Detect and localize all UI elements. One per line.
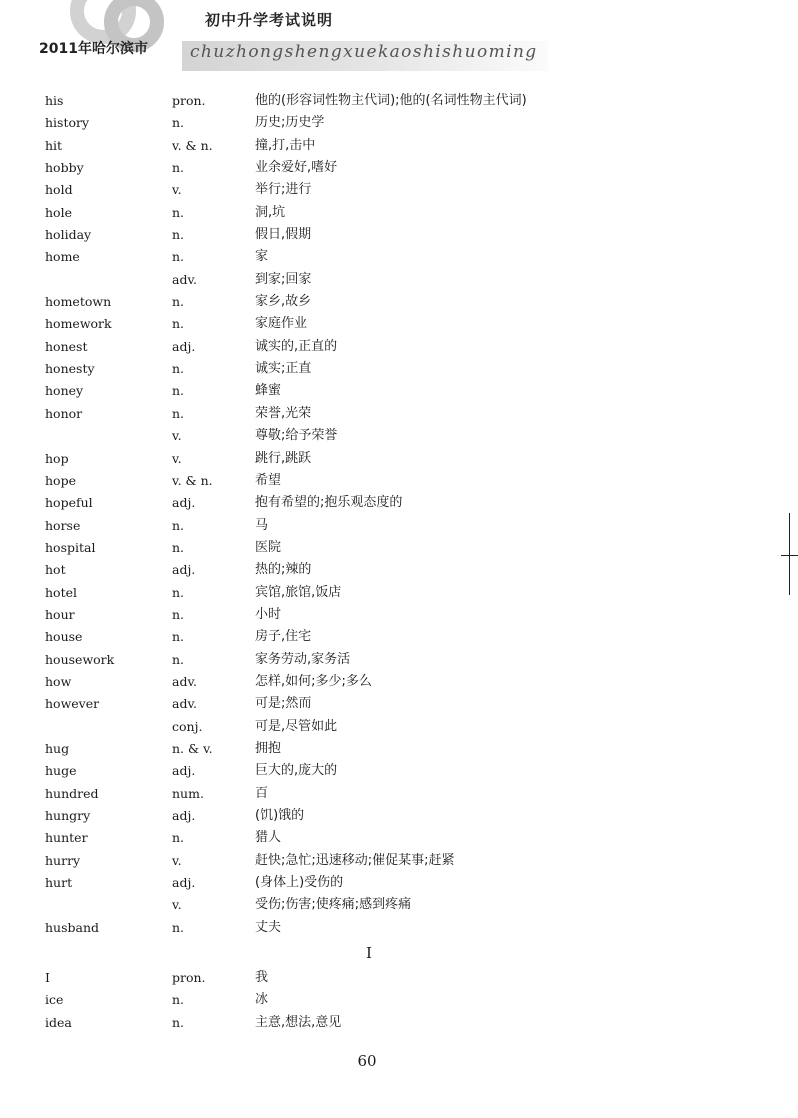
- definition: 赶快;急忙;迅速移动;催促某事;赶紧: [255, 852, 455, 868]
- definition: 希望: [255, 472, 282, 488]
- headword: hug: [45, 740, 70, 756]
- pinyin-subtitle: chuzhongshengxuekaoshishuoming: [190, 42, 538, 62]
- definition: 主意,想法,意见: [255, 1014, 342, 1030]
- part-of-speech: n.: [172, 606, 185, 622]
- vocab-entry: [0, 627, 798, 649]
- headword: hobby: [45, 160, 84, 176]
- definition: (身体上)受伤的: [255, 875, 344, 891]
- part-of-speech: pron.: [172, 970, 206, 985]
- definition: 丈夫: [255, 919, 282, 935]
- part-of-speech: v.: [172, 182, 182, 198]
- part-of-speech: adv.: [172, 696, 198, 712]
- part-of-speech: n.: [172, 629, 185, 645]
- margin-mark-horizontal: [781, 555, 798, 556]
- vocab-entry: [0, 91, 798, 113]
- vocab-entry: [0, 990, 798, 1012]
- part-of-speech: n.: [172, 919, 185, 935]
- vocab-entry: [0, 873, 798, 895]
- vocab-entry: [0, 516, 798, 538]
- headword: however: [45, 696, 100, 712]
- definition: 可是;然而: [255, 696, 312, 712]
- vocab-entry: [0, 605, 798, 627]
- part-of-speech: n.: [172, 316, 185, 332]
- part-of-speech: n.: [172, 160, 185, 176]
- part-of-speech: n. & v.: [172, 740, 213, 756]
- vocab-entry: [0, 583, 798, 605]
- definition: 马: [255, 517, 269, 533]
- vocab-entry: [0, 538, 798, 560]
- definition: 怎样,如何;多少;多么: [255, 673, 372, 689]
- headword: honey: [45, 383, 84, 399]
- headword: husband: [45, 919, 100, 935]
- part-of-speech: n.: [172, 294, 185, 310]
- page-header: [0, 0, 798, 80]
- vocab-entry: [0, 851, 798, 873]
- definition: 拥抱: [255, 740, 282, 756]
- vocab-entry: [0, 672, 798, 694]
- vocab-entry: [0, 270, 798, 292]
- headword: history: [45, 115, 90, 131]
- vocab-entry: [0, 136, 798, 158]
- headword: horse: [45, 517, 81, 533]
- part-of-speech: conj.: [172, 718, 203, 734]
- vocab-entry: [0, 560, 798, 582]
- part-of-speech: adj.: [172, 338, 196, 354]
- part-of-speech: n.: [172, 249, 185, 265]
- headword: hundred: [45, 785, 99, 801]
- definition: 小时: [255, 606, 282, 622]
- vocab-entry: [0, 337, 798, 359]
- definition: 受伤;伤害;使疼痛;感到疼痛: [255, 897, 412, 913]
- vocab-entry: [0, 359, 798, 381]
- part-of-speech: n.: [172, 651, 185, 667]
- vocab-entry: [0, 895, 798, 917]
- part-of-speech: n.: [172, 204, 185, 220]
- headword: home: [45, 249, 80, 265]
- definition: 荣誉,光荣: [255, 405, 312, 421]
- vocab-entry: [0, 828, 798, 850]
- headword: homework: [45, 316, 112, 332]
- headword: hop: [45, 450, 69, 466]
- definition: 洞,坑: [255, 204, 286, 220]
- definition: 到家;回家: [255, 271, 312, 287]
- vocab-entry: [0, 314, 798, 336]
- definition: 宾馆,旅馆,饭店: [255, 584, 342, 600]
- part-of-speech: v.: [172, 450, 182, 466]
- headword: I: [45, 970, 50, 985]
- margin-mark-vertical: [789, 513, 790, 595]
- headword: ice: [45, 992, 64, 1008]
- book-title: 初中升学考试说明: [205, 11, 334, 29]
- definition: 可是,尽管如此: [255, 718, 338, 734]
- part-of-speech: n.: [172, 361, 185, 377]
- page-number: 60: [357, 1052, 377, 1070]
- definition: 举行;进行: [255, 182, 312, 198]
- vocab-entry: [0, 1013, 798, 1035]
- vocabulary-list-i: [0, 968, 798, 1035]
- headword: how: [45, 673, 72, 689]
- part-of-speech: n.: [172, 992, 185, 1008]
- headword: hold: [45, 182, 73, 198]
- part-of-speech: n.: [172, 517, 185, 533]
- part-of-speech: n.: [172, 1014, 185, 1030]
- headword: huge: [45, 763, 77, 779]
- definition: 他的(形容词性物主代词);他的(名词性物主代词): [255, 93, 527, 108]
- part-of-speech: n.: [172, 830, 185, 846]
- headword: honor: [45, 405, 83, 421]
- part-of-speech: adv.: [172, 673, 198, 689]
- definition: 家: [255, 249, 269, 265]
- vocab-entry: [0, 717, 798, 739]
- part-of-speech: adj.: [172, 562, 196, 578]
- vocab-entry: [0, 158, 798, 180]
- vocab-entry: [0, 650, 798, 672]
- headword: hometown: [45, 294, 112, 310]
- section-letter: I: [366, 944, 372, 962]
- year-city-label: 2011年哈尔滨市: [39, 41, 148, 57]
- vocab-entry: [0, 113, 798, 135]
- part-of-speech: v. & n.: [172, 472, 213, 488]
- vocab-entry: [0, 449, 798, 471]
- definition: 撞,打,击中: [255, 137, 316, 153]
- vocab-entry: [0, 292, 798, 314]
- part-of-speech: n.: [172, 584, 185, 600]
- part-of-speech: adj.: [172, 495, 196, 511]
- vocab-entry: [0, 381, 798, 403]
- headword: holiday: [45, 227, 92, 243]
- headword: hotel: [45, 584, 77, 600]
- part-of-speech: v.: [172, 852, 182, 868]
- vocab-entry: [0, 471, 798, 493]
- definition: 假日,假期: [255, 227, 312, 243]
- vocab-entry: [0, 225, 798, 247]
- part-of-speech: adj.: [172, 875, 196, 891]
- vocab-entry: [0, 247, 798, 269]
- part-of-speech: adj.: [172, 808, 196, 823]
- definition: 跳行,跳跃: [255, 450, 312, 466]
- part-of-speech: n.: [172, 227, 185, 243]
- vocab-entry: [0, 426, 798, 448]
- headword: his: [45, 93, 64, 108]
- definition: 抱有希望的;抱乐观态度的: [255, 495, 403, 511]
- part-of-speech: n.: [172, 383, 185, 399]
- part-of-speech: v.: [172, 897, 182, 913]
- vocabulary-list-h: [0, 91, 798, 940]
- vocab-entry: [0, 806, 798, 828]
- definition: 诚实;正直: [255, 361, 312, 377]
- part-of-speech: n.: [172, 539, 185, 555]
- definition: 家乡,故乡: [255, 294, 312, 310]
- definition: 家务劳动,家务活: [255, 651, 351, 667]
- headword: hunter: [45, 830, 88, 846]
- definition: 尊敬;给予荣誉: [255, 428, 338, 444]
- headword: hot: [45, 562, 66, 578]
- headword: house: [45, 629, 83, 645]
- vocab-entry: [0, 203, 798, 225]
- part-of-speech: adv.: [172, 271, 198, 287]
- definition: 历史;历史学: [255, 115, 325, 131]
- definition: (饥)饿的: [255, 808, 305, 823]
- headword: hole: [45, 204, 72, 220]
- headword: hit: [45, 137, 63, 153]
- part-of-speech: v.: [172, 428, 182, 444]
- vocab-entry: [0, 493, 798, 515]
- headword: hope: [45, 472, 76, 488]
- part-of-speech: n.: [172, 115, 185, 131]
- headword: honest: [45, 338, 88, 354]
- vocab-entry: [0, 180, 798, 202]
- definition: 我: [255, 970, 269, 985]
- vocab-entry: [0, 784, 798, 806]
- headword: hour: [45, 606, 75, 622]
- part-of-speech: n.: [172, 405, 185, 421]
- definition: 医院: [255, 539, 282, 555]
- definition: 业余爱好,嗜好: [255, 160, 338, 176]
- vocab-entry: [0, 918, 798, 940]
- headword: hospital: [45, 539, 96, 555]
- headword: hurt: [45, 875, 73, 891]
- definition: 猎人: [255, 830, 282, 846]
- headword: honesty: [45, 361, 95, 377]
- definition: 巨大的,庞大的: [255, 763, 338, 779]
- vocab-entry: [0, 968, 798, 990]
- part-of-speech: v. & n.: [172, 137, 213, 153]
- definition: 冰: [255, 992, 269, 1008]
- definition: 房子,住宅: [255, 629, 312, 645]
- definition: 家庭作业: [255, 316, 308, 332]
- part-of-speech: num.: [172, 785, 204, 801]
- definition: 蜂蜜: [255, 383, 282, 399]
- part-of-speech: adj.: [172, 763, 196, 779]
- definition: 热的;辣的: [255, 562, 312, 578]
- vocab-entry: [0, 761, 798, 783]
- headword: housework: [45, 651, 115, 667]
- headword: hungry: [45, 808, 91, 823]
- part-of-speech: pron.: [172, 93, 206, 108]
- headword: idea: [45, 1014, 72, 1030]
- vocab-entry: [0, 694, 798, 716]
- definition: 百: [255, 785, 269, 801]
- vocab-entry: [0, 404, 798, 426]
- headword: hopeful: [45, 495, 93, 511]
- vocab-entry: [0, 739, 798, 761]
- headword: hurry: [45, 852, 81, 868]
- definition: 诚实的,正直的: [255, 338, 338, 354]
